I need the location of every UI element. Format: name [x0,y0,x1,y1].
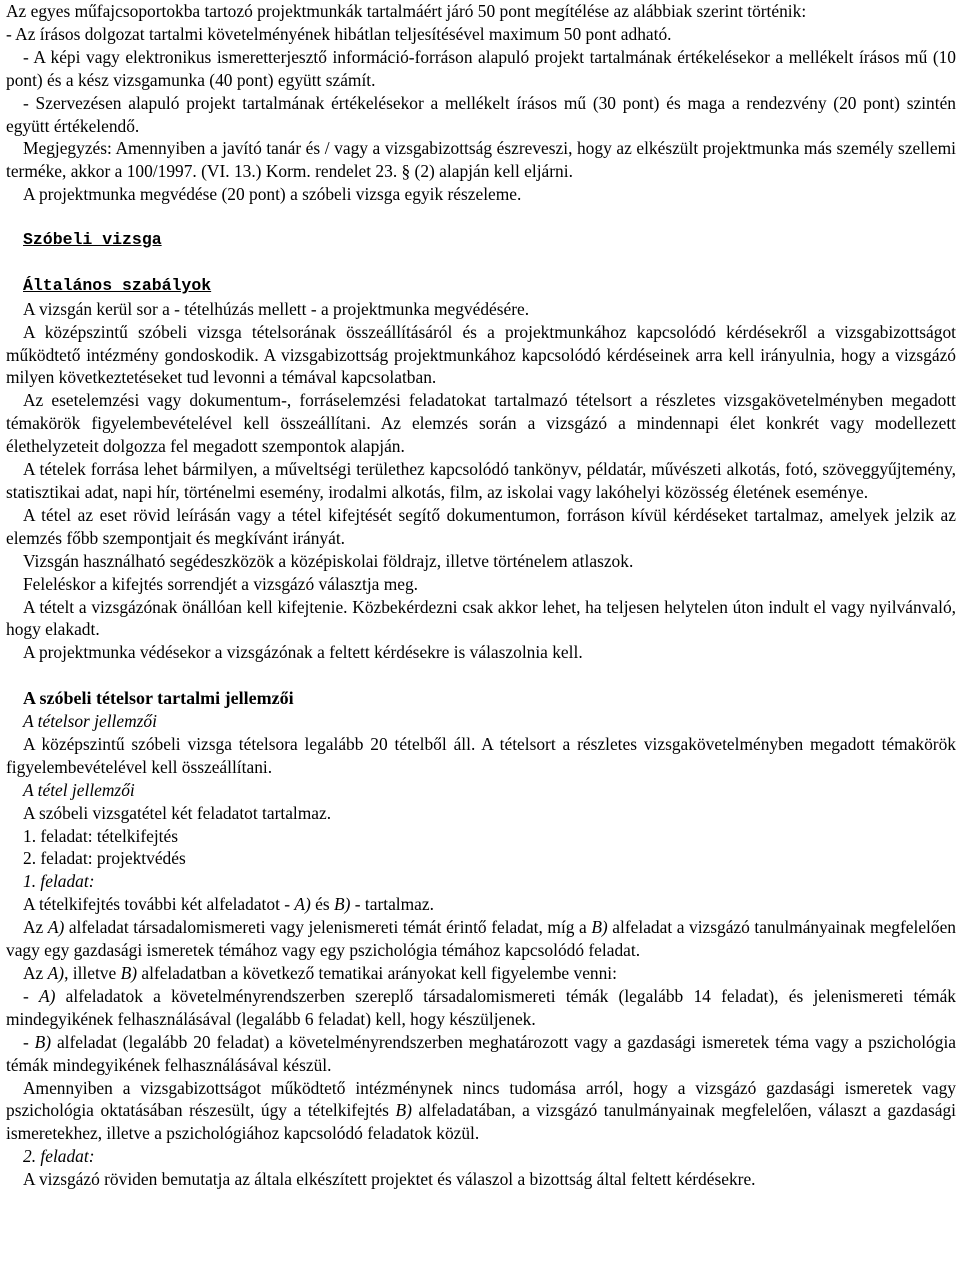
item-set-paragraph-6 [6,985,956,1031]
section-heading-oral-exam: Szóbeli vizsga [23,230,162,250]
spacer [6,206,956,229]
oral-paragraph-8: A tételt a vizsgázónak önállóan kell kifejtenie. Közbekérdezni csak akkor lehet, ha teljesen helytelen úton indult el vagy nyilvánvaló, hogy elakadt. [6,596,956,640]
scoring-item-written: - Az írásos dolgozat tartalmi követelményének hibátlan teljesítésével maximum 50 pont adható. [6,23,672,44]
item-set-paragraph-5 [6,962,956,985]
text-run: - tartalmaz. [350,894,434,915]
oral-paragraph-7: Feleléskor a kifejtés sorrendjét a vizsgázó választja meg. [23,573,419,594]
subtask-b-label: B) [120,963,137,984]
oral-paragraph-4: A tételek forrása lehet bármilyen, a műveltségi területhez kapcsolódó tankönyv, példatár, művészeti alkotás, fotó, szöveggyűjtemény, statisztikai adat, napi hír, történelmi esemény, irodalmi alkotás, film, az iskolai vagy lakóhelyi közösség életének eseménye. [6,459,956,502]
text-run: alfeladatban a következő tematikai arányokat kell figyelembe venni: [137,963,617,984]
scoring-item-organization: - Szervezésen alapuló projekt tartalmának értékelésekor a mellékelt írásos mű (30 pont) és maga a rendezvény (20 pont) szintén együtt értékelendő. [6,92,956,136]
item-set-paragraph-1: A középszintű szóbeli vizsga tételsora legalább 20 tételből áll. A tételsort a részletes vizsgakövetelményben megadott témakörök figyelembevételével kell összeállítani. [6,733,956,777]
item-set-paragraph-3 [6,893,956,916]
section-heading-item-set: A szóbeli tételsor tartalmi jellemzői [23,688,294,709]
subheading-task-1: 1. feladat: [23,871,95,892]
text-run: alfeladat a vizsgázó tanulmányainak megfelelően vagy egy gazdasági ismeretek témához vagy egy pszichológia témához kapcsolódó feladat. [6,917,956,961]
scoring-item-visual: - A képi vagy elektronikus ismeretterjesztő információ-forráson alapuló projekt tartalmának értékelésekor a mellékelt írásos mű (10 pont) és a kész vizsgamunka (40 pont) együtt számít. [6,46,956,90]
text-run: alfeladatok a követelményrendszerben szereplő társadalomismereti témák (legalább 14 feladat), és jelenismereti témák mindegyikének felhasználásával (legalább 6 feladat) kell, hogy készüljenek. [6,985,956,1029]
text-run: , illetve [64,963,121,984]
subtask-b-label: B) [591,917,608,938]
spacer [6,252,956,275]
intro-paragraph: Az egyes műfajcsoportokba tartozó projektmunkák tartalmáért járó 50 pont megítélése az alábbiak szerint történik: [6,1,807,21]
item-set-paragraph-4 [6,916,956,962]
text-run: A tételkifejtés további két alfeladatot - [23,894,295,915]
subtask-a-label: A) [39,985,56,1006]
text-run: alfeladat (legalább 20 feladat) a követelményrendszerben meghatározott vagy a gazdasági ismeretek téma vagy a pszichológia témák mindegyikének felhasználásával készül. [6,1031,956,1075]
text-run: - [23,1031,35,1052]
defense-paragraph: A projektmunka megvédése (20 pont) a szóbeli vizsga egyik részeleme. [23,184,522,205]
text-run: alfeladat társadalomismereti vagy jelenismereti témát érintő feladat, míg a [64,917,592,938]
oral-paragraph-1: A vizsgán kerül sor a - tételhúzás mellett - a projektmunka megvédésére. [23,298,530,319]
subtask-b-label: B) [334,894,351,915]
subheading-task-2: 2. feladat: [23,1146,95,1167]
item-set-paragraph-2: A szóbeli vizsgatétel két feladatot tartalmaz. [23,802,332,823]
oral-paragraph-3: Az esetelemzési vagy dokumentum-, forráselemzési feladatokat tartalmazó tételsort a részletes vizsgakövetelményben megadott témakörök figyelembevételével kell összeállítani. Az elemzés során a vizsgázó a mindennapi élet konkrét vagy modellezett élethelyzeteit dolgozza fel megadott szempontok alapján. [6,390,956,457]
subtask-b-label: B) [34,1031,52,1052]
oral-paragraph-5: A tétel az eset rövid leírásán vagy a tétel kifejtését segítő dokumentumon, forráson kívül kérdéseket tartalmaz, amelyek jelzik az elemzés főbb szempontjait és megkívánt irányát. [6,504,956,548]
task-2-line: 2. feladat: projektvédés [23,848,186,869]
subheading-item-set-features: A tételsor jellemzői [23,711,157,732]
text-run: Amennyiben a vizsgabizottságot működtető intézménynek nincs tudomása arról, hogy a vizsgázó gazdasági ismeretek vagy pszichológia oktatásában részesült, úgy a tételkifejtés [6,1077,956,1121]
spacer [6,664,956,687]
text-run: és [310,894,334,915]
note-paragraph: Megjegyzés: Amennyiben a javító tanár és / vagy a vizsgabizottság észreveszi, hogy az elkészült projektmunka más személy szellemi terméke, akkor a 100/1997. (VI. 13.) Korm. rendelet 23. § (2) alapján kell eljárni. [6,138,956,182]
section-heading-general-rules: Általános szabályok [23,275,212,295]
oral-paragraph-6: Vizsgán használható segédeszközök a középiskolai földrajz, illetve történelem atlaszok. [23,550,634,571]
subtask-a-label: A) [294,894,311,915]
item-set-paragraph-8 [6,1077,956,1146]
item-set-paragraph-9: A vizsgázó röviden bemutatja az általa elkészített projektet és válaszol a bizottság által feltett kérdésekre. [23,1169,756,1190]
task-1-line: 1. feladat: tételkifejtés [23,825,178,846]
oral-paragraph-2: A középszintű szóbeli vizsga tételsorának összeállításáról és a projektmunkához kapcsolódó kérdésekről a vizsgabizottságot működtető intézmény gondoskodik. A vizsgabizottság projektmunkához kapcsolódó kérdéseinek arra kell irányulnia, hogy a vizsgázó milyen következtetéseket tud levonni a témával kapcsolatban. [6,321,956,388]
text-run: Az [23,963,48,984]
subtask-a-label: A) [47,917,65,938]
text-run: Az [23,917,48,938]
subtask-b-label: B) [395,1100,412,1121]
oral-paragraph-9: A projektmunka védésekor a vizsgázónak a feltett kérdésekre is válaszolnia kell. [23,642,583,663]
text-run: - [23,985,40,1006]
item-set-paragraph-7 [6,1031,956,1077]
text-run: alfeladatában, a vizsgázó tanulmányainak megfelelően, választ a gazdasági ismeretekhez, illetve a pszichológiához kapcsolódó feladatok közül. [6,1100,957,1144]
subtask-a-label: A) [47,963,65,984]
subheading-item-features: A tétel jellemzői [23,779,135,800]
